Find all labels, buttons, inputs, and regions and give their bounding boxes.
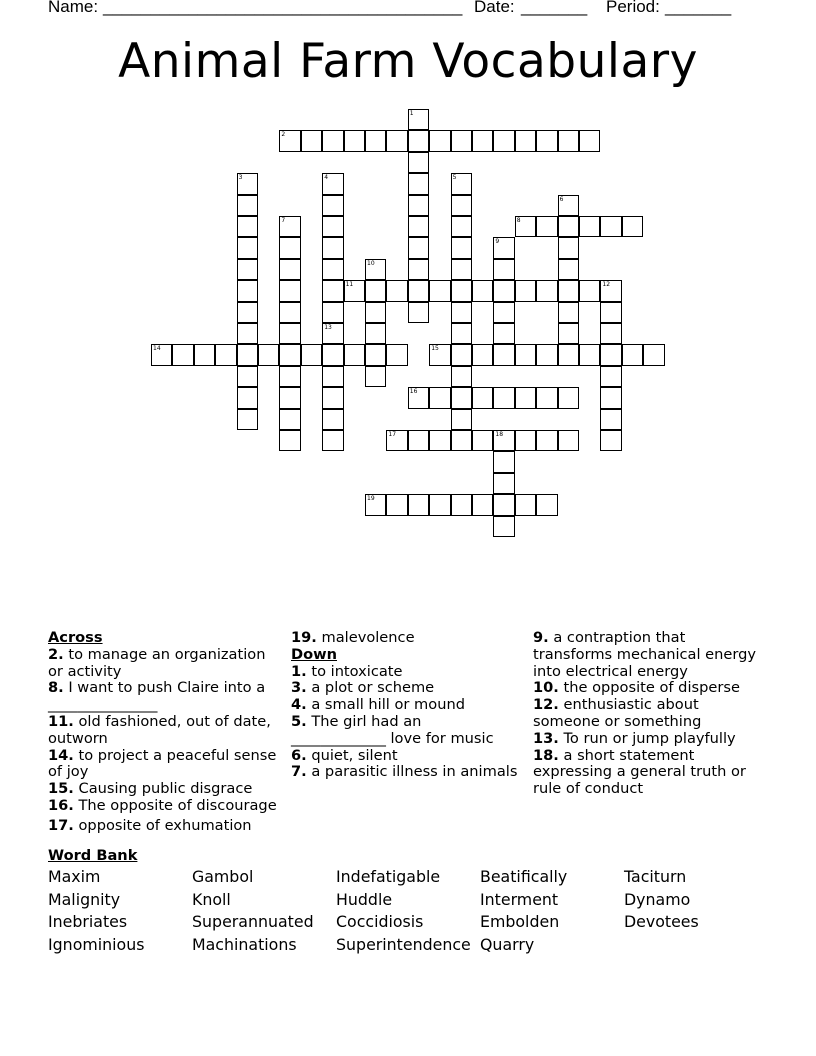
grid-cell[interactable] bbox=[322, 237, 343, 258]
grid-cell[interactable] bbox=[386, 130, 407, 151]
clue-across-11: 11. old fashioned, out of date, outworn bbox=[48, 712, 271, 747]
grid-cell[interactable] bbox=[279, 302, 300, 323]
clue-number-15: 15 bbox=[431, 345, 439, 353]
grid-cell[interactable] bbox=[579, 344, 600, 365]
grid-cell[interactable] bbox=[429, 430, 450, 451]
grid-cell[interactable] bbox=[365, 366, 386, 387]
grid-cell[interactable] bbox=[408, 237, 429, 258]
word-bank-item: Ignominious bbox=[48, 935, 145, 955]
grid-cell[interactable] bbox=[600, 430, 621, 451]
grid-cell[interactable] bbox=[536, 430, 557, 451]
grid-cell[interactable] bbox=[279, 344, 300, 365]
grid-cell[interactable] bbox=[515, 344, 536, 365]
grid-cell[interactable] bbox=[579, 280, 600, 301]
grid-cell[interactable] bbox=[258, 344, 279, 365]
down-heading: Down bbox=[291, 645, 338, 663]
word-bank-title: Word Bank bbox=[48, 847, 138, 864]
grid-cell[interactable] bbox=[536, 130, 557, 151]
grid-cell[interactable] bbox=[322, 344, 343, 365]
grid-cell[interactable] bbox=[237, 280, 258, 301]
grid-cell[interactable] bbox=[472, 430, 493, 451]
date-field[interactable]: _______ bbox=[521, 0, 588, 16]
grid-cell[interactable] bbox=[279, 430, 300, 451]
clue-number-13: 13 bbox=[324, 324, 332, 331]
grid-cell[interactable] bbox=[172, 344, 193, 365]
grid-cell[interactable] bbox=[600, 387, 621, 408]
grid-cell[interactable] bbox=[386, 344, 407, 365]
grid-cell[interactable] bbox=[558, 237, 579, 258]
clue-number-16: 16 bbox=[409, 388, 418, 396]
grid-cell[interactable] bbox=[279, 323, 300, 344]
grid-cell[interactable] bbox=[237, 259, 258, 280]
grid-cell[interactable] bbox=[451, 409, 472, 430]
clue-number-2: 2 bbox=[281, 131, 286, 139]
clues-column-3 bbox=[533, 630, 769, 798]
grid-cell[interactable] bbox=[536, 387, 557, 408]
grid-cell[interactable] bbox=[558, 323, 579, 344]
grid-cell[interactable] bbox=[408, 494, 429, 515]
grid-cell[interactable] bbox=[515, 130, 536, 151]
clue-number-9: 9 bbox=[495, 238, 500, 246]
word-bank-item: Knoll bbox=[192, 889, 231, 909]
grid-cell[interactable] bbox=[558, 216, 579, 237]
grid-cell[interactable] bbox=[451, 344, 472, 365]
clue-across-19: 19. malevolence bbox=[291, 629, 415, 646]
grid-cell[interactable] bbox=[365, 130, 386, 151]
word-bank-item: Devotees bbox=[624, 912, 699, 932]
clue-across-15: 15. Causing public disgrace bbox=[48, 780, 253, 798]
clue-down-13: 13. To run or jump playfully bbox=[533, 729, 736, 747]
grid-cell[interactable] bbox=[451, 366, 472, 387]
clue-number-7: 7 bbox=[281, 217, 286, 224]
grid-cell[interactable] bbox=[279, 387, 300, 408]
grid-cell[interactable] bbox=[237, 387, 258, 408]
word-bank-item: Machinations bbox=[192, 935, 297, 955]
word-bank-item: Maxim bbox=[48, 867, 101, 886]
clue-number-11: 11 bbox=[345, 281, 354, 289]
clue-down-10: 10. the opposite of disperse bbox=[533, 679, 740, 697]
grid-cell[interactable] bbox=[515, 494, 536, 515]
grid-cell[interactable] bbox=[451, 323, 472, 344]
grid-cell[interactable] bbox=[322, 195, 343, 216]
word-bank-item: Coccidiosis bbox=[336, 912, 424, 932]
grid-cell[interactable] bbox=[322, 366, 343, 387]
grid-cell[interactable] bbox=[493, 302, 514, 323]
grid-cell[interactable] bbox=[558, 302, 579, 323]
clue-number-12: 12 bbox=[602, 281, 611, 289]
clue-number-3: 3 bbox=[238, 174, 243, 182]
word-bank-column-4 bbox=[480, 866, 567, 957]
grid-cell[interactable] bbox=[408, 430, 429, 451]
grid-cell[interactable] bbox=[279, 409, 300, 430]
grid-cell[interactable] bbox=[408, 302, 429, 323]
grid-cell[interactable] bbox=[558, 344, 579, 365]
clues-column-2 bbox=[291, 630, 519, 781]
grid-cell[interactable] bbox=[451, 195, 472, 216]
grid-cell[interactable] bbox=[301, 344, 322, 365]
grid-cell[interactable] bbox=[322, 259, 343, 280]
grid-cell[interactable] bbox=[493, 494, 514, 515]
grid-cell[interactable] bbox=[365, 280, 386, 301]
grid-cell[interactable] bbox=[451, 430, 472, 451]
grid-cell[interactable] bbox=[493, 387, 514, 408]
grid-cell[interactable] bbox=[237, 195, 258, 216]
clue-down-5: 5. The girl had an _____________ love for music bbox=[291, 712, 494, 747]
grid-cell[interactable] bbox=[451, 280, 472, 301]
grid-cell[interactable] bbox=[322, 130, 343, 151]
grid-cell[interactable] bbox=[429, 130, 450, 151]
grid-cell[interactable] bbox=[472, 494, 493, 515]
word-bank-column-1 bbox=[48, 866, 144, 957]
grid-cell[interactable] bbox=[408, 173, 429, 194]
grid-cell[interactable] bbox=[279, 280, 300, 301]
grid-cell[interactable] bbox=[408, 216, 429, 237]
grid-cell[interactable] bbox=[472, 280, 493, 301]
word-bank-column-5 bbox=[624, 866, 699, 934]
word-bank-item: Superintendence bbox=[336, 935, 471, 955]
grid-cell[interactable] bbox=[493, 323, 514, 344]
grid-cell[interactable] bbox=[408, 152, 429, 173]
grid-cell[interactable] bbox=[451, 259, 472, 280]
grid-cell[interactable] bbox=[493, 344, 514, 365]
grid-cell[interactable] bbox=[558, 280, 579, 301]
grid-cell[interactable] bbox=[493, 516, 514, 537]
grid-cell[interactable] bbox=[451, 216, 472, 237]
grid-cell[interactable] bbox=[429, 494, 450, 515]
word-bank-item: Gambol bbox=[192, 867, 254, 886]
grid-cell[interactable] bbox=[237, 216, 258, 237]
grid-cell[interactable] bbox=[493, 280, 514, 301]
word-bank-item: Indefatigable bbox=[336, 867, 441, 886]
grid-cell[interactable] bbox=[237, 323, 258, 344]
clue-down-6: 6. quiet, silent bbox=[291, 746, 398, 764]
grid-cell[interactable] bbox=[237, 237, 258, 258]
grid-cell[interactable] bbox=[279, 366, 300, 387]
clue-number-10: 10 bbox=[367, 259, 375, 267]
grid-cell[interactable] bbox=[600, 216, 621, 237]
grid-cell[interactable] bbox=[493, 130, 514, 151]
grid-cell[interactable] bbox=[408, 195, 429, 216]
page-title: Animal Farm Vocabulary bbox=[118, 34, 698, 89]
grid-cell[interactable] bbox=[536, 344, 557, 365]
grid-cell[interactable] bbox=[515, 387, 536, 408]
grid-cell[interactable] bbox=[558, 430, 579, 451]
grid-cell[interactable] bbox=[194, 344, 215, 365]
grid-cell[interactable] bbox=[600, 323, 621, 344]
clue-number-5: 5 bbox=[452, 174, 457, 182]
grid-cell[interactable] bbox=[386, 280, 407, 301]
grid-cell[interactable] bbox=[558, 259, 579, 280]
grid-cell[interactable] bbox=[237, 302, 258, 323]
grid-cell[interactable] bbox=[472, 387, 493, 408]
grid-cell[interactable] bbox=[408, 280, 429, 301]
clue-down-3: 3. a plot or scheme bbox=[291, 679, 435, 697]
clue-number-18: 18 bbox=[495, 431, 504, 438]
word-bank-item: Inebriates bbox=[48, 912, 128, 932]
word-bank-item: Malignity bbox=[48, 889, 121, 909]
grid-cell[interactable] bbox=[493, 451, 514, 472]
grid-cell[interactable] bbox=[322, 387, 343, 408]
grid-cell[interactable] bbox=[237, 344, 258, 365]
grid-cell[interactable] bbox=[493, 259, 514, 280]
grid-cell[interactable] bbox=[622, 344, 643, 365]
grid-cell[interactable] bbox=[237, 366, 258, 387]
grid-cell[interactable] bbox=[558, 130, 579, 151]
name-field[interactable]: ______________________________________ bbox=[103, 0, 463, 16]
word-bank-item: Quarry bbox=[480, 935, 535, 955]
grid-cell[interactable] bbox=[536, 216, 557, 237]
grid-cell[interactable] bbox=[600, 366, 621, 387]
grid-cell[interactable] bbox=[515, 430, 536, 451]
grid-cell[interactable] bbox=[472, 344, 493, 365]
word-bank-column-3 bbox=[336, 866, 471, 957]
grid-cell[interactable] bbox=[558, 387, 579, 408]
grid-cell[interactable] bbox=[365, 344, 386, 365]
grid-cell[interactable] bbox=[451, 494, 472, 515]
grid-cell[interactable] bbox=[579, 216, 600, 237]
grid-cell[interactable] bbox=[622, 216, 643, 237]
grid-cell[interactable] bbox=[600, 344, 621, 365]
grid-cell[interactable] bbox=[451, 302, 472, 323]
period-label: Period: bbox=[606, 0, 660, 16]
clue-down-4: 4. a small hill or mound bbox=[291, 696, 465, 714]
clue-across-2: 2. to manage an organization or activity bbox=[48, 645, 266, 680]
grid-cell[interactable] bbox=[322, 302, 343, 323]
grid-cell[interactable] bbox=[536, 494, 557, 515]
clue-down-7: 7. a parasitic illness in animals bbox=[291, 763, 518, 781]
grid-cell[interactable] bbox=[279, 237, 300, 258]
clue-across-14: 14. to project a peaceful sense of joy bbox=[48, 746, 277, 781]
clue-number-4: 4 bbox=[324, 174, 329, 182]
grid-cell[interactable] bbox=[429, 387, 450, 408]
grid-cell[interactable] bbox=[322, 409, 343, 430]
grid-cell[interactable] bbox=[600, 409, 621, 430]
clue-down-9: 9. a contraption that transforms mechanical energy into electrical energy bbox=[533, 629, 757, 680]
grid-cell[interactable] bbox=[322, 216, 343, 237]
clue-number-19: 19 bbox=[367, 495, 375, 503]
word-bank-column-2 bbox=[192, 866, 314, 957]
word-bank-item: Interment bbox=[480, 889, 559, 909]
grid-cell[interactable] bbox=[386, 494, 407, 515]
word-bank-item: Huddle bbox=[336, 889, 393, 909]
grid-cell[interactable] bbox=[365, 302, 386, 323]
grid-cell[interactable] bbox=[279, 259, 300, 280]
grid-cell[interactable] bbox=[429, 280, 450, 301]
clue-across-16: 16. The opposite of discourage bbox=[48, 796, 277, 814]
grid-cell[interactable] bbox=[472, 130, 493, 151]
grid-cell[interactable] bbox=[344, 344, 365, 365]
grid-cell[interactable] bbox=[643, 344, 664, 365]
grid-cell[interactable] bbox=[451, 130, 472, 151]
name-label: Name: bbox=[48, 0, 99, 16]
grid-cell[interactable] bbox=[451, 237, 472, 258]
grid-cell[interactable] bbox=[237, 409, 258, 430]
clue-number-14: 14 bbox=[153, 345, 161, 353]
grid-cell[interactable] bbox=[493, 473, 514, 494]
clue-number-17: 17 bbox=[388, 431, 397, 438]
clue-down-1: 1. to intoxicate bbox=[291, 662, 403, 680]
clue-number-8: 8 bbox=[516, 217, 521, 224]
grid-cell[interactable] bbox=[301, 130, 322, 151]
grid-cell[interactable] bbox=[344, 130, 365, 151]
grid-cell[interactable] bbox=[579, 130, 600, 151]
clue-across-17: 17. opposite of exhumation bbox=[48, 816, 252, 834]
across-heading: Across bbox=[48, 629, 103, 646]
word-bank-item: Beatifically bbox=[480, 867, 568, 886]
grid-cell[interactable] bbox=[408, 130, 429, 151]
grid-cell[interactable] bbox=[365, 323, 386, 344]
grid-cell[interactable] bbox=[536, 280, 557, 301]
word-bank-item: Embolden bbox=[480, 912, 560, 932]
clue-number-6: 6 bbox=[559, 195, 564, 203]
word-bank-item: Dynamo bbox=[624, 889, 691, 909]
period-field[interactable]: _______ bbox=[665, 0, 732, 16]
clue-across-8: 8. I want to push Claire into a _______________ bbox=[48, 679, 266, 714]
clue-down-18: 18. a short statement expressing a general truth or rule of conduct bbox=[533, 746, 746, 798]
grid-cell[interactable] bbox=[515, 280, 536, 301]
clue-down-12: 12. enthusiastic about someone or something bbox=[533, 696, 702, 730]
clue-number-1: 1 bbox=[409, 110, 414, 117]
date-label: Date: bbox=[474, 0, 515, 16]
word-bank-item: Taciturn bbox=[624, 867, 687, 886]
grid-cell[interactable] bbox=[600, 302, 621, 323]
grid-cell[interactable] bbox=[322, 280, 343, 301]
grid-cell[interactable] bbox=[451, 387, 472, 408]
clues-column-1 bbox=[48, 630, 280, 835]
grid-cell[interactable] bbox=[322, 430, 343, 451]
grid-cell[interactable] bbox=[408, 259, 429, 280]
grid-cell[interactable] bbox=[215, 344, 236, 365]
word-bank-item: Superannuated bbox=[192, 912, 314, 932]
